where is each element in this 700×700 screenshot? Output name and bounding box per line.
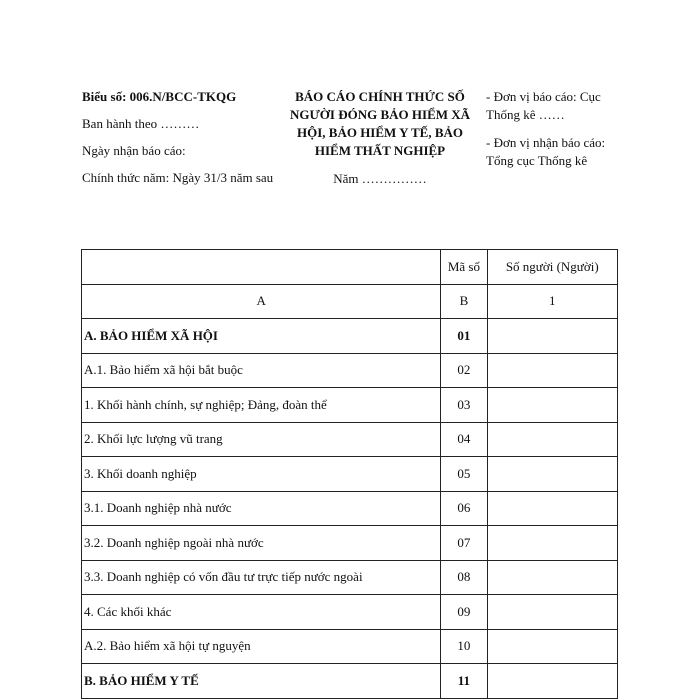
- table-row: [82, 595, 618, 630]
- row-label: 3.3. Doanh nghiệp có vốn đầu tư trực tiếp nước ngoài: [82, 560, 441, 595]
- table-row: [82, 526, 618, 561]
- reporting-unit: - Đơn vị báo cáo: Cục Thống kê ……: [486, 89, 601, 122]
- table-row: [82, 457, 618, 492]
- header-cell-count: Số người (Người): [487, 250, 618, 285]
- table-row: [82, 319, 618, 354]
- report-title: BÁO CÁO CHÍNH THỨC SỐ NGƯỜI ĐÓNG BẢO HIỂM XÃ HỘI, BẢO HIỂM Y TẾ, BẢO HIỂM THẤT NGHIỆP: [289, 89, 471, 158]
- table-row: [82, 491, 618, 526]
- table-row: [82, 353, 618, 388]
- header-cell-indicator: [82, 250, 441, 285]
- header-left: [82, 88, 282, 196]
- row-value[interactable]: [487, 664, 618, 699]
- subheader-cell-1: 1: [487, 284, 618, 319]
- row-value[interactable]: [487, 388, 618, 423]
- row-value[interactable]: [487, 629, 618, 664]
- row-code: 03: [441, 388, 487, 423]
- row-value[interactable]: [487, 560, 618, 595]
- table-subheader-row: [82, 284, 618, 319]
- header-cell-code: Mã số: [441, 250, 487, 285]
- row-code: 01: [441, 319, 487, 354]
- row-value[interactable]: [487, 595, 618, 630]
- row-label: A. BẢO HIỂM XÃ HỘI: [82, 319, 441, 354]
- header-center: [280, 88, 480, 188]
- row-code: 07: [441, 526, 487, 561]
- row-value[interactable]: [487, 319, 618, 354]
- row-code: 04: [441, 422, 487, 457]
- row-code: 09: [441, 595, 487, 630]
- row-code: 11: [441, 664, 487, 699]
- row-label: A.1. Bảo hiểm xã hội bắt buộc: [82, 353, 441, 388]
- issued-by: Ban hành theo ………: [82, 116, 200, 131]
- row-value[interactable]: [487, 457, 618, 492]
- row-code: 02: [441, 353, 487, 388]
- row-label: A.2. Bảo hiểm xã hội tự nguyện: [82, 629, 441, 664]
- row-value[interactable]: [487, 353, 618, 388]
- table-header-row: [82, 250, 618, 285]
- row-code: 05: [441, 457, 487, 492]
- row-label: 3. Khối doanh nghiệp: [82, 457, 441, 492]
- form-code: Biểu số: 006.N/BCC-TKQG: [82, 89, 237, 104]
- row-value[interactable]: [487, 422, 618, 457]
- row-value[interactable]: [487, 526, 618, 561]
- header-right: [486, 88, 626, 180]
- official-year: Chính thức năm: Ngày 31/3 năm sau: [82, 170, 274, 185]
- table-row: [82, 664, 618, 699]
- row-code: 06: [441, 491, 487, 526]
- row-label: 4. Các khối khác: [82, 595, 441, 630]
- subheader-cell-b: B: [441, 284, 487, 319]
- table-row: [82, 629, 618, 664]
- row-label: B. BẢO HIỂM Y TẾ: [82, 664, 441, 699]
- table-row: [82, 422, 618, 457]
- row-code: 10: [441, 629, 487, 664]
- report-year: Năm ……………: [333, 171, 427, 186]
- table-row: [82, 560, 618, 595]
- row-label: 3.1. Doanh nghiệp nhà nước: [82, 491, 441, 526]
- received-date: Ngày nhận báo cáo:: [82, 143, 186, 158]
- row-label: 2. Khối lực lượng vũ trang: [82, 422, 441, 457]
- report-table: [81, 249, 618, 699]
- table-row: [82, 388, 618, 423]
- row-value[interactable]: [487, 491, 618, 526]
- row-code: 08: [441, 560, 487, 595]
- receiving-unit: - Đơn vị nhận báo cáo: Tổng cục Thống kê: [486, 135, 606, 168]
- subheader-cell-a: A: [82, 284, 441, 319]
- row-label: 1. Khối hành chính, sự nghiệp; Đảng, đoàn thể: [82, 388, 441, 423]
- row-label: 3.2. Doanh nghiệp ngoài nhà nước: [82, 526, 441, 561]
